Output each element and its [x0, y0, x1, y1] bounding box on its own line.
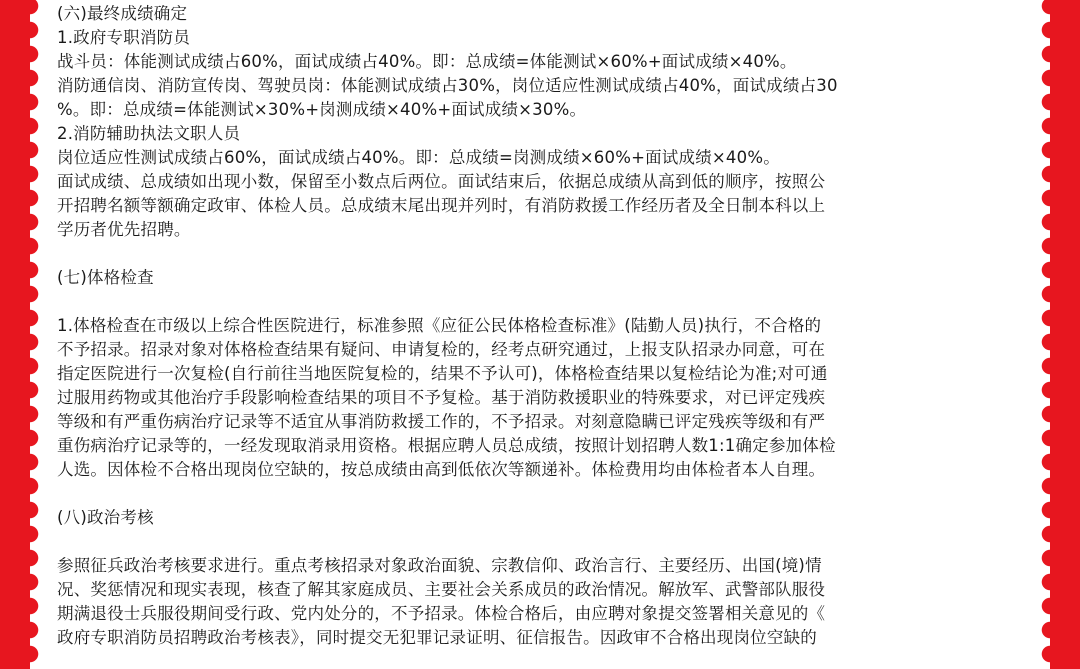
- spacer: [57, 482, 1037, 506]
- section-six-subheading-1: 1.政府专职消防员: [57, 28, 191, 47]
- paragraph-line: 政府专职消防员招聘政治考核表》，同时提交无犯罪记录证明、征信报告。因政审不合格出现岗位空缺的: [57, 628, 817, 647]
- paragraph-line: 况、奖惩情况和现实表现，核查了解其家庭成员、主要社会关系成员的政治情况。解放军、武警部队服役: [57, 580, 826, 599]
- paragraph-line: 开招聘名额等额确定政审、体检人员。总成绩末尾出现并列时，有消防救援工作经历者及全日制本科以上: [57, 196, 826, 215]
- paragraph-line: 不予招录。招录对象对体格检查结果有疑问、申请复检的，经考点研究通过，上报支队招录办同意，可在: [57, 340, 826, 359]
- section-six-heading: (六)最终成绩确定: [57, 4, 188, 23]
- paragraph-line: 1.体格检查在市级以上综合性医院进行，标准参照《应征公民体格检查标准》(陆勤人员)执行，不合格的: [57, 316, 822, 335]
- paragraph-line: 战斗员：体能测试成绩占60%，面试成绩占40%。即：总成绩=体能测试×60%+面试成绩×40%。: [57, 52, 797, 71]
- paragraph-line: 等级和有严重伤病治疗记录等不适宜从事消防救援工作的，不予招录。对刻意隐瞒已评定残疾等级和有严: [57, 412, 826, 431]
- paragraph-line: 指定医院进行一次复检(自行前往当地医院复检的，结果不予认可)，体格检查结果以复检结论为准;对可通: [57, 364, 828, 383]
- paragraph-line: 学历者优先招聘。: [57, 220, 191, 239]
- paragraph-line: 重伤病治疗记录等的，一经发现取消录用资格。根据应聘人员总成绩，按照计划招聘人数1:1确定参加体检: [57, 436, 836, 455]
- paragraph-line: 面试成绩、总成绩如出现小数，保留至小数点后两位。面试结束后，依据总成绩从高到低的顺序，按照公: [57, 172, 826, 191]
- left-stamp-edge: [18, 0, 42, 669]
- paragraph-line: 过服用药物或其他治疗手段影响检查结果的项目不予复检。基于消防救援职业的特殊要求，对已评定残疾: [57, 388, 826, 407]
- section-seven-heading: (七)体格检查: [57, 268, 154, 287]
- spacer: [57, 530, 1037, 554]
- spacer: [57, 290, 1037, 314]
- spacer: [57, 242, 1037, 266]
- paragraph-line: 参照征兵政治考核要求进行。重点考核招录对象政治面貌、宗教信仰、政治言行、主要经历、出国(境)情: [57, 556, 822, 575]
- document-content: [57, 2, 1037, 650]
- paragraph-line: %。即：总成绩=体能测试×30%+岗测成绩×40%+面试成绩×30%。: [57, 100, 587, 119]
- right-stamp-edge: [1038, 0, 1062, 669]
- section-eight-heading: (八)政治考核: [57, 508, 154, 527]
- paragraph-line: 人选。因体检不合格出现岗位空缺的，按总成绩由高到低依次等额递补。体检费用均由体检者本人自理。: [57, 460, 826, 479]
- paragraph-line: 岗位适应性测试成绩占60%，面试成绩占40%。即：总成绩=岗测成绩×60%+面试成绩×40%。: [57, 148, 780, 167]
- paragraph-line: 消防通信岗、消防宣传岗、驾驶员岗：体能测试成绩占30%，岗位适应性测试成绩占40%，面试成绩占30: [57, 76, 838, 95]
- paragraph-line: 期满退役士兵服役期间受行政、党内处分的，不予招录。体检合格后，由应聘对象提交签署相关意见的《: [57, 604, 826, 623]
- section-six-subheading-2: 2.消防辅助执法文职人员: [57, 124, 241, 143]
